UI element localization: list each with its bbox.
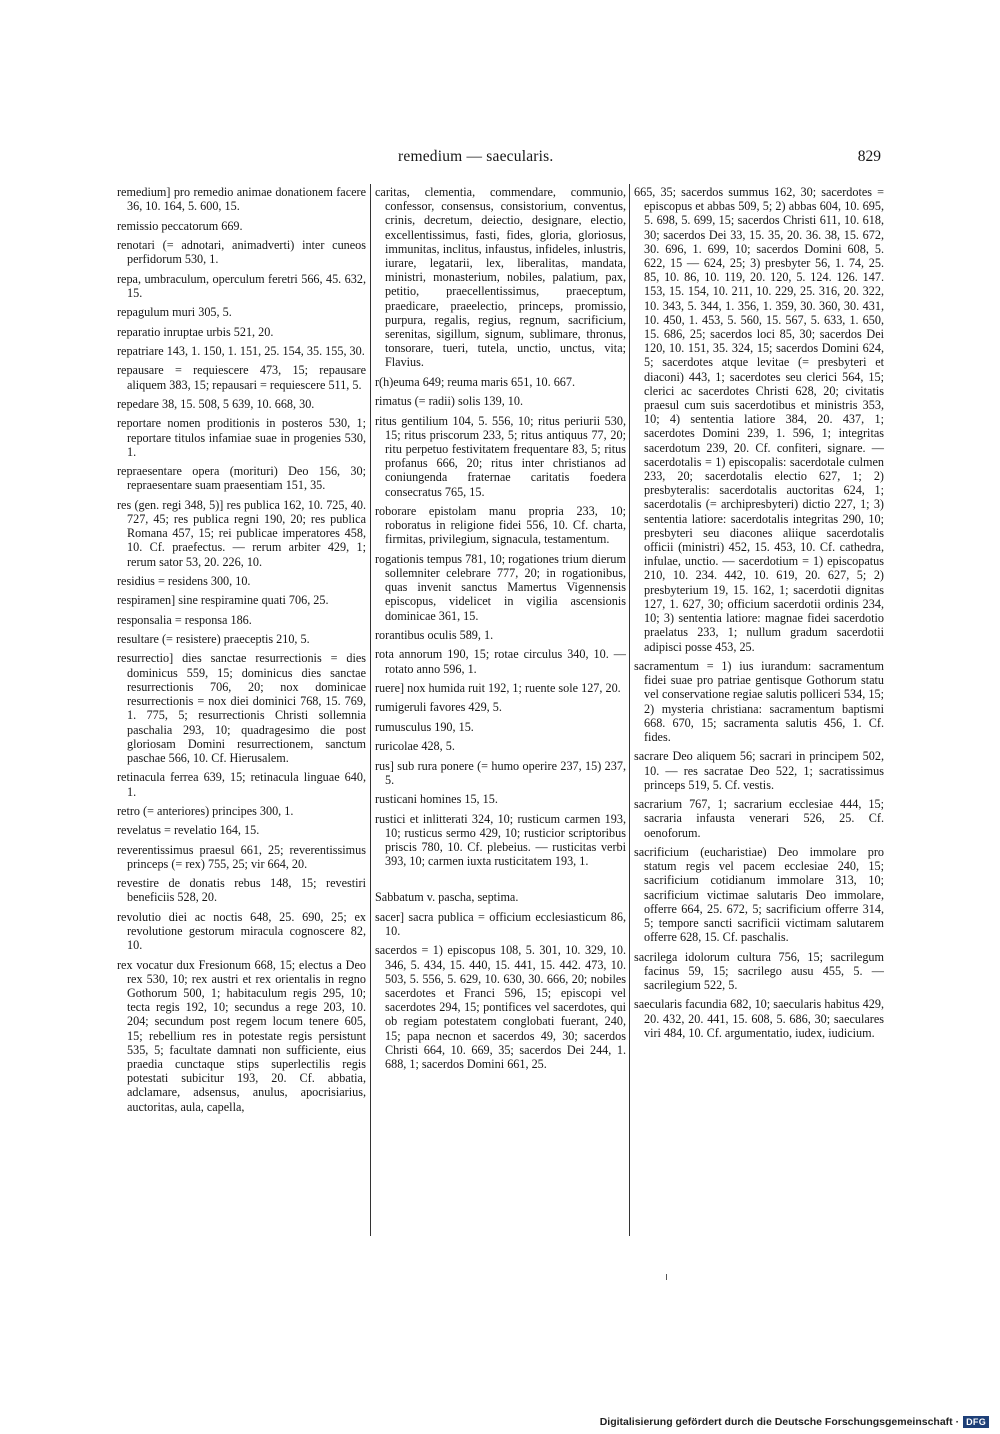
index-entry: rusticani homines 15, 15. — [375, 792, 498, 807]
index-entry: remissio peccatorum 669. — [117, 218, 243, 233]
index-entry: revestire de donatis rebus 148, 15; revestiri beneficiis 528, 20. — [117, 876, 366, 905]
index-entry: repatriare 143, 1. 150, 1. 151, 25. 154, 35. 155, 30. — [117, 343, 365, 358]
index-entry: sacerdos = 1) episcopus 108, 5. 301, 10. 329, 10. 346, 5. 434, 15. 440, 15. 441, 15. 442. 473, 10. 503, 5. 556, 5. 629, 10. 630, 30. 666, 20; nobiles sacerdotes et Franci 596, 15; episcopi vel sacerdotes 294, 15; pontifices vel sacerdotes, qui ob regiam potestatem conglobati fuerant, 240, 15; papa necnon et sacerdos 49, 30; sacerdos Christi 664, 10. 669, 35; sacerdos Dei 244, 1. 688, 1; sacerdos Domini 661, 25. — [375, 943, 626, 1071]
index-entry: sacrilega idolorum cultura 756, 15; sacrilegum facinus 59, 15; sacrilego ausu 455, 5. — sacrilegium 522, 5. — [634, 949, 884, 992]
index-entry: rustici et inlitterati 324, 10; rusticum carmen 193, 10; rusticus sermo 429, 10; rusticior scriptoribus priscis 780, 10. Cf. plebeius. — rusticitas verbi 393, 10; carmen iuxta rusticitatem 193, 1. — [375, 811, 626, 869]
index-entry: rumigeruli favores 429, 5. — [375, 700, 502, 715]
running-header — [0, 148, 1000, 172]
index-entry: sacrare Deo aliquem 56; sacrari in principem 502, 10. — res sacratae Deo 522, 1; sacratissimus princeps 519, 5. Cf. vestis. — [634, 749, 884, 792]
index-entry: 665, 35; sacerdos summus 162, 30; sacerdotes = episcopus et abbas 509, 5; 2) abbas 604, 10. 695, 5. 698, 5. 699, 15; sacerdos Christi 611, 10. 618, 30; sacerdos Dei 33, 15. 35, 20. 36. 38, 15. 672, 30. 696, 1. 699, 10; sacerdos Domini 608, 5. 622, 15 — 624, 25; 3) presbyter 56, 1. 74, 25. 85, 10. 86, 10. 119, 20. 120, 5. 124. 126. 147. 153, 15. 154, 10. 211, 10. 229, 25. 316, 20. 322, 10. 343, 5. 344, 1. 356, 1. 359, 30. 360, 30. 431, 10. 450, 1. 453, 5. 560, 15. 567, 5. 633, 1. 650, 15. 686, 25; sacerdos loci 85, 30; sacerdos Dei 120, 10. 151, 35. 324, 15; sacerdos Domini 624, 5; sacerdotes atque levitae (= presbyteri et diaconi) 443, 1; sacerdotes seu clerici 564, 15; clerici ac sacerdotes Christi 628, 20; civitatis praesul cum suis sacerdotibus et ministris 353, 10; 4) sententia latiore 384, 20. 437, 1; sacerdotes Domini 239, 1. 596, 1; integritas sacerdotum 239, 20. Cf. confiteri, signare. — sacerdotalis = 1) episcopalis: sacerdotale culmen 233, 20; sacerdotalis electio 627, 1; 2) presbyteralis: sacerdotalis auctoritas 624, 1; sacerdotalis (= archipresbyteri) dictio 227, 1; 3) sententia latiore: sacerdotalis integritas 290, 10; presbyteri seu diacones aliique sacerdotalis officii (ministri) 452, 15. 453, 10. Cf. cathedra, infulae, unctio. — sacerdotium = 1) episcopatus 210, 10. 234. 442, 10. 619, 20. 627, 5; 2) presbyterium 19, 15. 162, 1; sacerdotii dignitas 127, 1. 627, 30; officium sacerdotii ordinis 234, 10; 3) sententia latiore: magnae fidei sacerdotio praelatus 233, 1; nullum gradum sacerdotii adipisci posse 453, 25. — [634, 185, 884, 654]
index-entry: rorantibus oculis 589, 1. — [375, 628, 494, 643]
index-entry: rogationis tempus 781, 10; rogationes trium dierum sollemniter celebrare 777, 20; in rogationibus, quas invenit sanctus Mamertus Vigennensis episcopus, videlicet in vigilia ascensionis dominicae 361, 15. — [375, 551, 626, 623]
index-entry: renotari (= adnotari, animadverti) inter cuneos perfidorum 530, 1. — [117, 237, 366, 267]
index-column-2 — [375, 185, 626, 1076]
index-entry: responsalia = responsa 186. — [117, 612, 252, 627]
index-entry: repa, umbraculum, operculum feretri 566, 45. 632, 15. — [117, 271, 366, 300]
index-entry: sacrificium (eucharistiae) Deo immolare pro statum regis vel pacem ecclesiae 240, 15; sacrificium cotidianum immolare 313, 10; sacrificium victimae salutaris Deo immolare, offerre 664, 25. 672, 5; sacrificium offerre 314, 5; tempore sancti sacrificii victimam salutarem offerre 628, 15. Cf. paschalis. — [634, 844, 884, 945]
index-entry: r(h)euma 649; reuma maris 651, 10. 667. — [375, 374, 576, 389]
index-entry: sacer] sacra publica = officium ecclesiasticum 86, 10. — [375, 909, 626, 938]
index-entry: rota annorum 190, 15; rotae circulus 340, 10. — rotato anno 596, 1. — [375, 647, 626, 676]
index-entry: ritus gentilium 104, 5. 556, 10; ritus periurii 530, 15; ritus priscorum 233, 5; ritus antiquus 77, 20; ritu perpetuo festivitatem frequentare 83, 5; ritus profanus 666, 20; ritus inter christianos ad coniungenda fraternae caritatis foedera consecratus 765, 15. — [375, 413, 626, 499]
column-divider-left — [370, 184, 371, 1236]
index-entry: ruricolae 428, 5. — [375, 739, 455, 754]
index-entry: roborare epistolam manu propria 233, 10; roboratus in religione fidei 556, 10. Cf. charta, firmitas, privilegium, signacula, testamentum. — [375, 504, 626, 547]
index-entry: rex vocatur dux Fresionum 668, 15; electus a Deo rex 530, 10; rex austri et rex orientalis in regno Gothorum 500, 1; habitaculum regis 295, 10; tecta regis 192, 10; secundus a rege 203, 10. 204; secundum post regem locum tenere 605, 15; rebellium res in potestate regis persistunt 535, 5; facultate damnati non sufficiente, eius praedia cunctaque stips superlectilis regis potestati subicitur 193, 20. Cf. abbatia, adclamare, adsensus, anulus, apocrisiarius, auctoritas, aula, capella, — [117, 957, 366, 1114]
index-entry: respiramen] sine respiramine quati 706, 25. — [117, 593, 329, 608]
index-entry: Sabbatum v. pascha, septima. — [375, 890, 519, 905]
index-entry: saecularis facundia 682, 10; saecularis habitus 429, 20. 432, 20. 441, 15. 608, 5. 686, 30; saeculares viri 484, 10. Cf. argumentatio, iudex, iudicium. — [634, 997, 884, 1040]
index-entry: repausare = requiescere 473, 15; repausare aliquem 383, 15; repausari = requiescere 511, 5. — [117, 363, 366, 392]
index-entry: sacrarium 767, 1; sacrarium ecclesiae 444, 15; sacraria infausta venerari 526, 25. Cf. oenoforum. — [634, 797, 884, 840]
index-entry: reportare nomen proditionis in posteros 530, 1; reportare titulos infamiae suae in progenies 530, 1. — [117, 416, 366, 459]
index-entry: remedium] pro remedio animae donationem facere 36, 10. 164, 5. 600, 15. — [117, 185, 366, 214]
index-entry: residius = residens 300, 10. — [117, 573, 251, 588]
index-entry: rumusculus 190, 15. — [375, 719, 474, 734]
index-entry: rus] sub rura ponere (= humo operire 237, 15) 237, 5. — [375, 758, 626, 787]
index-entry: resultare (= resistere) praeceptis 210, 5. — [117, 632, 310, 647]
dfg-logo: DFG — [963, 1416, 989, 1428]
index-entry: repraesentare opera (morituri) Deo 156, 30; repraesentare suam praesentiam 151, 35. — [117, 464, 366, 493]
index-entry: sacramentum = 1) ius iurandum: sacramentum fidei suae pro patriae gentisque Gothorum statu vel conservatione regiae salutis polliceri 534, 15; 2) mysteria christiana: sacramentum baptismi 668. 670, 15; sacramenta salutis 456, 1. Cf. fides. — [634, 658, 884, 744]
index-entry: repagulum muri 305, 5. — [117, 305, 232, 320]
index-entry: retro (= anteriores) principes 300, 1. — [117, 803, 294, 818]
index-entry: res (gen. regi 348, 5)] res publica 162, 10. 725, 40. 727, 45; res publica regni 190, 20; res publica Romana 457, 15; rei publicae imperatores 458, 10. Cf. praefectus. — rerum arbiter 429, 1; rerum sator 53, 20. 226, 10. — [117, 497, 366, 569]
footer-credit: Digitalisierung gefördert durch die Deutsche Forschungsgemeinschaft · — [599, 1416, 960, 1428]
index-entry: revelatus = revelatio 164, 15. — [117, 823, 260, 838]
index-entry: resurrectio] dies sanctae resurrectionis = dies dominicus 559, 15; dominicus dies sanctae resurrectionis 706, 20; nox dominicae resurrectionis = nox diei dominici 768, 15. 769, 1. 775, 5; resurrectionis Christi sollemnia paschalia 293, 10; quadragesimo die post gloriosam Domini resurrectionem, sanctum paschae 566, 10. Cf. Hierusalem. — [117, 651, 366, 765]
digitization-footer — [600, 1415, 989, 1429]
running-title: remedium — saecularis. — [398, 148, 554, 165]
column-divider-right — [629, 184, 630, 1236]
index-entry: retinacula ferrea 639, 15; retinacula linguae 640, 1. — [117, 770, 366, 799]
page-number: 829 — [857, 148, 881, 165]
index-entry: reverentissimus praesul 661, 25; reverentissimus princeps (= rex) 755, 25; vir 664, 20. — [117, 842, 366, 871]
index-entry: revolutio diei ac noctis 648, 25. 690, 25; ex revolutione gestorum miracula cognoscere 82, 10. — [117, 909, 366, 953]
index-entry: repedare 38, 15. 508, 5 639, 10. 668, 30. — [117, 396, 315, 411]
index-entry: rimatus (= radii) solis 139, 10. — [375, 394, 524, 409]
index-entry: ruere] nox humida ruit 192, 1; ruente sole 127, 20. — [375, 681, 621, 695]
index-column-1 — [117, 185, 366, 1119]
index-entry: caritas, clementia, commendare, communio, confessor, consensus, consistorium, conventus, crinis, decretum, deiectio, designare, electio, excellentissimus, fasti, fides, gloria, gloriosus, immunitas, inclitus, infaustus, infideles, inlustris, iurare, legatarii, lex, liberalitas, mandata, ministri, monasterium, nobiles, palatium, pax, petitio, praecellentissimus, praeceptum, praedicare, praeelectio, princeps, promissio, purpura, regalis, regius, regnum, sacrificium, serenitas, sigillum, signum, sublimare, thronus, tonsorare, tueri, tutela, unctio, unctus, vita; Flavius. — [375, 185, 626, 370]
index-column-3 — [634, 185, 884, 1045]
end-mark — [666, 1274, 667, 1280]
index-entry: reparatio inruptae urbis 521, 20. — [117, 324, 274, 339]
